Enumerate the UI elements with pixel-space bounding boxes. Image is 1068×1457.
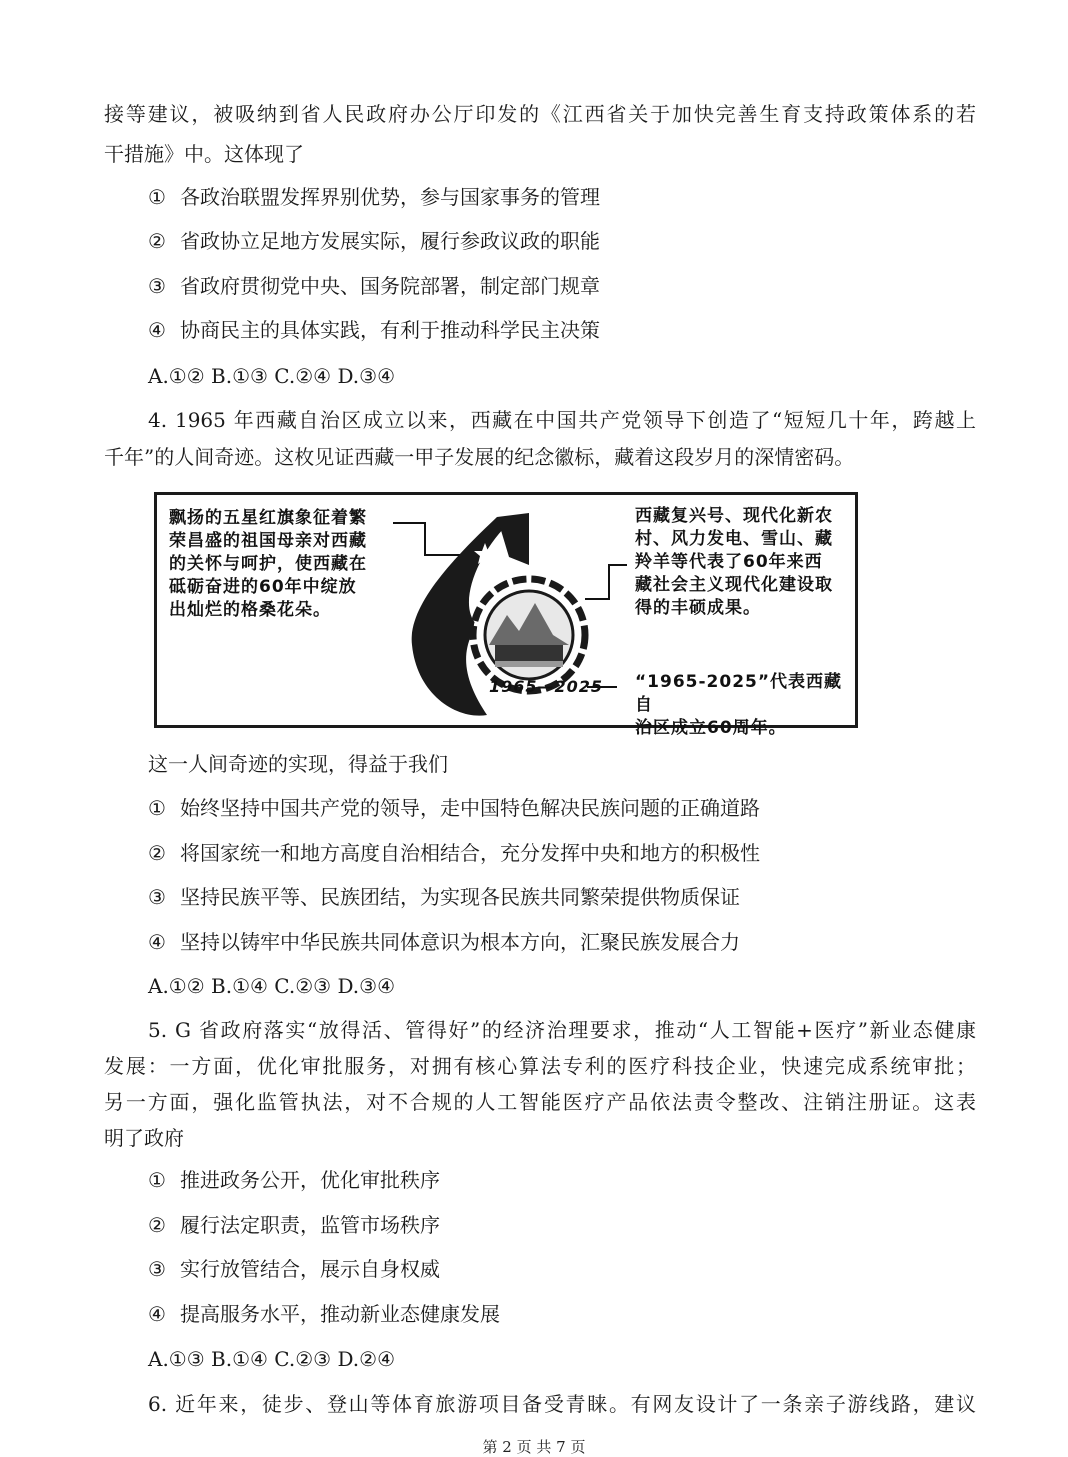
q5-stem-line-3: 另一方面，强化监管执法，对不合规的人工智能医疗产品依法责令整改、注销注册证。这表 <box>104 1090 976 1114</box>
option-text: 坚持以铸牢中华民族共同体意识为根本方向，汇聚民族发展合力 <box>180 930 740 954</box>
option-number: ② <box>148 841 166 865</box>
option-text: 提高服务水平，推动新业态健康发展 <box>180 1302 500 1326</box>
page-footer: 第 2 页 共 7 页 <box>482 1438 586 1456</box>
option-text: 坚持民族平等、民族团结，为实现各民族共同繁荣提供物质保证 <box>180 885 740 909</box>
q3-stem-line-2: 干措施》中。这体现了 <box>104 142 304 166</box>
emblem-figure <box>154 492 858 738</box>
q3-option-2 <box>148 227 600 255</box>
option-number: ③ <box>148 274 166 298</box>
q3-stem-line-1: 接等建议，被吸纳到省人民政府办公厅印发的《江西省关于加快完善生育支持政策体系的若 <box>104 102 976 126</box>
option-text: 省政府贯彻党中央、国务院部署，制定部门规章 <box>180 274 600 298</box>
option-number: ④ <box>148 1302 166 1326</box>
figure-bottom-right-caption: “1965-2025”代表西藏自 治区成立60周年。 <box>635 672 843 738</box>
option-text: 协商民主的具体实践，有利于推动科学民主决策 <box>180 318 600 342</box>
q4-stem-tail: 这一人间奇迹的实现，得益于我们 <box>148 752 448 776</box>
option-text: 始终坚持中国共产党的领导，走中国特色解决民族问题的正确道路 <box>180 796 760 820</box>
option-number: ④ <box>148 318 166 342</box>
q5-stem-line-4: 明了政府 <box>104 1126 184 1150</box>
q4-option-1 <box>148 794 760 822</box>
option-text: 各政治联盟发挥界别优势，参与国家事务的管理 <box>180 185 600 209</box>
q4-stem-line-2: 千年”的人间奇迹。这枚见证西藏一甲子发展的纪念徽标，藏着这段岁月的深情密码。 <box>104 445 855 469</box>
q5-stem-line-1: 5. G 省政府落实“放得活、管得好”的经济治理要求，推动“人工智能+医疗”新业态健康 <box>148 1018 976 1042</box>
q4-stem-line-1: 4. 1965 年西藏自治区成立以来，西藏在中国共产党领导下创造了“短短几十年，跨越上 <box>148 408 976 432</box>
q5-stem-line-2: 发展：一方面，优化审批服务，对拥有核心算法专利的医疗科技企业，快速完成系统审批； <box>104 1054 976 1078</box>
q5-answer-choices: A.①③ B.①④ C.②③ D.②④ <box>148 1347 395 1371</box>
q5-option-3 <box>148 1255 440 1283</box>
figure-years-label: 1965—2025 <box>489 677 604 696</box>
option-text: 履行法定职责，监管市场秩序 <box>180 1213 440 1237</box>
option-number: ② <box>148 229 166 253</box>
option-number: ④ <box>148 930 166 954</box>
option-text: 推进政务公开，优化审批秩序 <box>180 1168 440 1192</box>
q6-stem-line-1: 6. 近年来，徒步、登山等体育旅游项目备受青睐。有网友设计了一条亲子游线路，建议 <box>148 1392 976 1416</box>
q3-option-1 <box>148 183 600 211</box>
q4-option-3 <box>148 883 740 911</box>
q3-option-4 <box>148 316 600 344</box>
q5-option-4 <box>148 1300 500 1328</box>
option-number: ① <box>148 185 166 209</box>
figure-left-caption: 飘扬的五星红旗象征着繁 荣昌盛的祖国母亲对西藏 的关怀与呵护，使西藏在 砥砺奋进的60年中绽放 出灿烂的格桑花朵。 <box>169 508 367 620</box>
option-number: ① <box>148 1168 166 1192</box>
q5-option-2 <box>148 1211 440 1239</box>
q5-option-1 <box>148 1166 440 1194</box>
figure-right-caption: 西藏复兴号、现代化新农 村、风力发电、雪山、藏 羚羊等代表了60年来西 藏社会主义现代化建设取 得的丰硕成果。 <box>635 506 833 618</box>
option-text: 省政协立足地方发展实际，履行参政议政的职能 <box>180 229 600 253</box>
option-text: 实行放管结合，展示自身权威 <box>180 1257 440 1281</box>
option-number: ① <box>148 796 166 820</box>
q4-option-4 <box>148 928 740 956</box>
q4-option-2 <box>148 839 760 867</box>
q3-answer-choices: A.①② B.①③ C.②④ D.③④ <box>148 364 395 388</box>
option-number: ③ <box>148 1257 166 1281</box>
q3-option-3 <box>148 272 600 300</box>
q4-answer-choices: A.①② B.①④ C.②③ D.③④ <box>148 974 395 998</box>
option-number: ③ <box>148 885 166 909</box>
option-number: ② <box>148 1213 166 1237</box>
option-text: 将国家统一和地方高度自治相结合，充分发挥中央和地方的积极性 <box>180 841 760 865</box>
